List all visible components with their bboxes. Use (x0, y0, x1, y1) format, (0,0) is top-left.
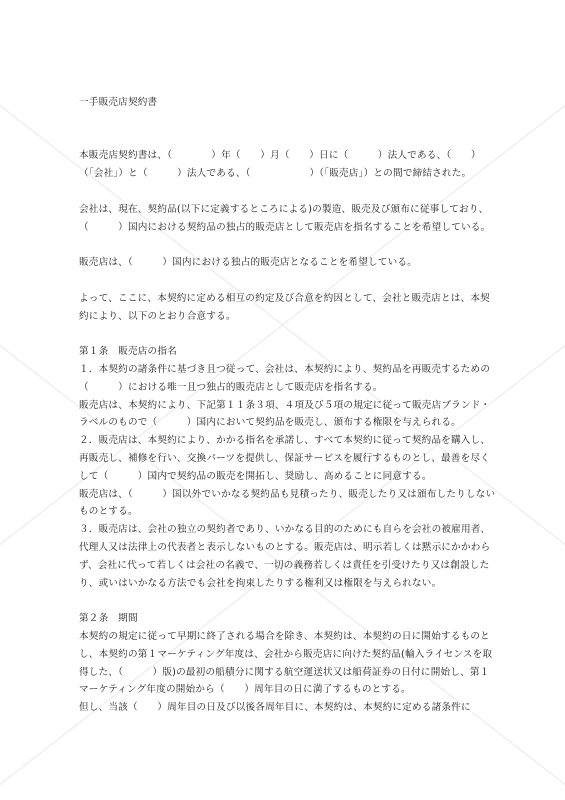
preamble-agreement: よって、ここに、本契約に定める相互の約定及び合意を約因として、会社と販売店とは、本契約により、以下のとおり合意する。 (79, 292, 490, 322)
article-1-paragraph-2b: 販売店は、（ ）国以外でいかなる契約品も見積ったり、販売したり又は頒布したりしないものとする。 (79, 488, 496, 518)
contract-document (79, 94, 499, 717)
document-title: 一手販売店契約書 (79, 97, 158, 108)
article-2-paragraph-2: 但し、当該（ ）周年目の日及び以後各周年目に、本契約は、本契約に定める諸条件に (79, 702, 471, 714)
article-1-paragraph-3: ３．販売店は、会社の独立の契約者であり、いかなる目的のためにも自らを会社の被雇用者、代理人又は法律上の代表者と表示しないものとする。販売店は、明示若しくは黙示にかかわらず、会社に代って若しくは会社の名義で、一切の義務若しくは責任を引受けたり又は創設したり、或いはいかなる方法でも会社を拘束したりする権利又は権限を与えられない。 (79, 524, 491, 589)
article-2-heading: 第２条 期間 (79, 613, 138, 625)
preamble-company-business: 会社は、現在、契約品(以下に定義するところによる)の製造、販売及び頒布に従事しており、（ ）国内における契約品の独占的販売店として販売店を指名することを希望している。 (79, 203, 491, 233)
preamble-distributor-wish: 販売店は、（ ）国内における独占的販売店となることを希望している。 (79, 257, 417, 269)
article-1-heading: 第１条 販売店の指名 (79, 346, 177, 358)
article-1-paragraph-1: １．本契約の諸条件に基づき且つ従って、会社は、本契約により、契約品を再販売するための（ ）における唯一且つ独占的販売店として販売店を指名する。 (79, 363, 491, 393)
article-1-paragraph-1b: 販売店は、本契約により、下記第１１条３項、４項及び５項の規定に従って販売店ブランド・ラベルのもので（ ）国内において契約品を販売し、頒布する権限を与えられる。 (79, 399, 491, 429)
article-1-paragraph-2: ２．販売店は、本契約により、かかる指名を承諾し、すべて本契約に従って契約品を購入し、再販売し、補修を行い、交換パーツを提供し、保証サービスを履行するものとし、最善を尽くして（ ）国内で契約品の販売を開拓し、奨励し、高めることに同意する。 (79, 435, 491, 482)
article-2-paragraph-1: 本契約の規定に従って早期に終了される場合を除き、本契約は、本契約の日に開始するものとし、本契約の第１マーケティング年度は、会社から販売店に向けた契約品(輸入ライセンスを取得した、（ ）版)の最初の船積分に関する航空運送状又は船荷証券の日付に開始し、第１マーケティング年度の開始から（ ）周年目の日に満了するものとする。 (79, 630, 493, 696)
preamble-parties: 本販売店契約書は、（ ）年（ ）月（ ）日に（ ）法人である、（ ）（「会社」）と（ ）法人である、（ ）（「販売店」）との間で締結された。 (79, 150, 481, 180)
